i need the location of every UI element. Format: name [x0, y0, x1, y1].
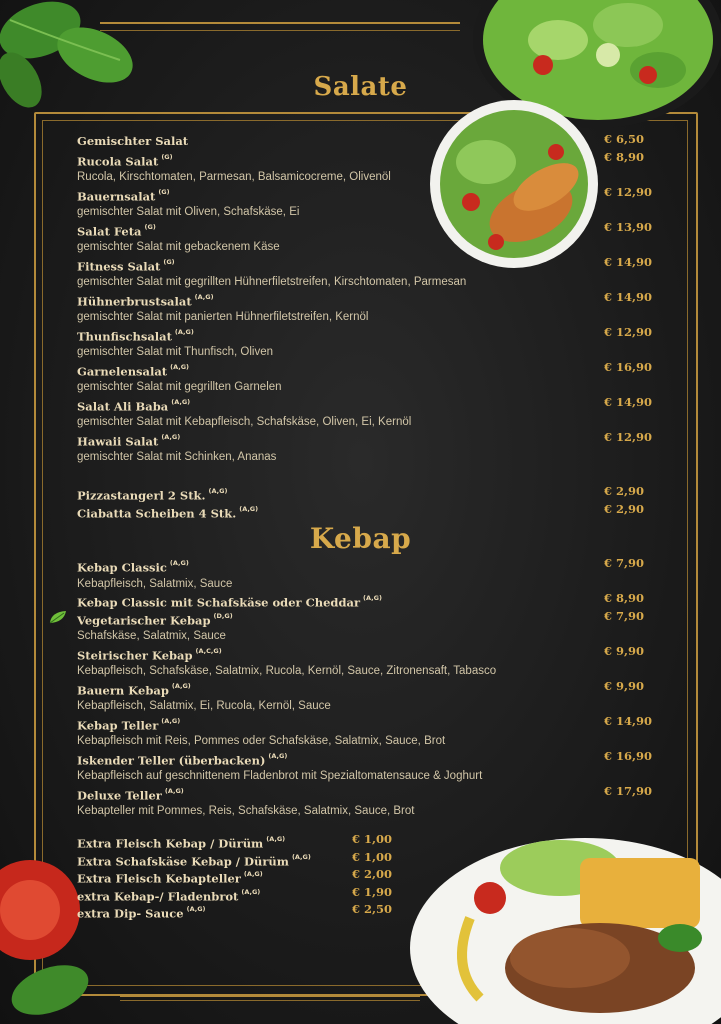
salate-title: Salate [313, 72, 408, 102]
top-divider-thin [100, 30, 460, 31]
allergen-codes: (A,G) [164, 786, 184, 795]
menu-item-name: Rucola Salat [77, 153, 159, 168]
menu-item-row [77, 884, 657, 902]
menu-item-price: € 8,90 [604, 149, 645, 164]
menu-item-description-row [77, 695, 657, 713]
menu-item-row [77, 866, 657, 884]
kebap-title: Kebap [309, 522, 412, 555]
menu-item-description: Kebapfleisch, Schafskäse, Salatmix, Rucola, Kernöl, Sauce, Zitronensaft, Tabasco [77, 665, 497, 677]
menu-item-name: Extra Fleisch Kebap / Dürüm [77, 836, 264, 851]
menu-item-price: € 12,90 [604, 324, 653, 339]
menu-item-description-row [77, 376, 657, 394]
menu-item-row [77, 831, 657, 849]
menu-item-row [77, 713, 657, 731]
menu-item-price: € 12,90 [604, 429, 653, 444]
allergen-codes: (A,G) [268, 751, 288, 760]
menu-item-price: € 1,00 [352, 849, 393, 864]
menu-item-price: € 14,90 [604, 254, 653, 269]
menu-item-description-row [77, 271, 657, 289]
menu-item-name: Kebap Teller [77, 717, 159, 732]
menu-item-row [77, 555, 657, 573]
menu-item-name: Extra Schafskäse Kebap / Dürüm [77, 853, 289, 868]
allergen-codes: (A,G) [171, 681, 191, 690]
menu-item-name: Iskender Teller (überbacken) [77, 752, 266, 767]
menu-item-row [77, 149, 657, 167]
menu-item-price: € 2,00 [352, 867, 393, 881]
menu-item-price: € 16,90 [604, 359, 653, 374]
menu-item-row [77, 324, 657, 342]
menu-item-price: € 7,90 [604, 556, 645, 570]
menu-item-description: Rucola, Kirschtomaten, Parmesan, Balsamicocreme, Olivenöl [77, 171, 391, 183]
menu-item-row [77, 643, 657, 661]
menu-item-name: Bauernsalat [77, 188, 156, 203]
menu-item-description-row [77, 446, 657, 464]
menu-item-description: Kebapteller mit Pommes, Reis, Schafskäse, Salatmix, Sauce, Brot [77, 805, 415, 817]
allergen-codes: (G) [144, 222, 156, 231]
menu-item-name: Salat Ali Baba [77, 398, 169, 413]
menu-item-name: Extra Fleisch Kebapteller [77, 871, 241, 886]
menu-item-price: € 7,90 [604, 608, 645, 623]
menu-item-description: Schafskäse, Salatmix, Sauce [77, 630, 226, 642]
allergen-codes: (A,G) [291, 852, 311, 861]
menu-item-name: Deluxe Teller [77, 787, 162, 802]
menu-item-row [77, 849, 657, 867]
menu-item-row [77, 359, 657, 377]
menu-item-name: Gemischter Salat [77, 134, 189, 148]
menu-item-name: Ciabatta Scheiben 4 Stk. [77, 505, 237, 520]
menu-item-price: € 2,50 [352, 902, 393, 916]
kebap-menu [77, 555, 657, 818]
menu-item-name: extra Kebap-/ Fladenbrot [77, 888, 239, 903]
menu-item-row [77, 783, 657, 801]
menu-item-price: € 1,90 [352, 884, 393, 899]
menu-item-description-row [77, 730, 657, 748]
menu-item-name: Vegetarischer Kebap [77, 612, 211, 627]
menu-item-row [77, 184, 657, 202]
menu-item-row [77, 254, 657, 272]
basil-leaves-image [0, 0, 150, 125]
allergen-codes: (D,G) [213, 611, 233, 620]
allergen-codes: (A,G) [169, 559, 189, 567]
menu-item-row [77, 131, 657, 149]
salate-menu [77, 131, 657, 464]
menu-item-row [77, 394, 657, 412]
allergen-codes: (G) [158, 187, 170, 196]
allergen-codes: (A,G) [266, 835, 286, 843]
menu-item-price: € 16,90 [604, 748, 653, 763]
menu-item-description: gemischter Salat mit Oliven, Schafskäse, Ei [77, 206, 300, 218]
menu-item-description: Kebapfleisch, Salatmix, Ei, Rucola, Kernöl, Sauce [77, 700, 331, 712]
menu-item-price: € 2,90 [604, 484, 645, 498]
menu-item-name: extra Dip- Sauce [77, 906, 184, 921]
menu-item-description-row [77, 341, 657, 359]
menu-item-description: gemischter Salat mit Kebapfleisch, Schafskäse, Oliven, Ei, Kernöl [77, 416, 412, 428]
allergen-codes: (A,G) [174, 327, 194, 336]
menu-item-name: Thunfischsalat [77, 328, 172, 343]
menu-item-row [77, 590, 657, 608]
allergen-codes: (A,G) [161, 716, 181, 725]
allergen-codes: (A,G) [243, 870, 263, 878]
bottom-divider [120, 995, 420, 997]
menu-item-row [77, 748, 657, 766]
menu-item-name: Kebap Classic [77, 560, 167, 575]
vegetarian-leaf-icon [49, 610, 67, 624]
menu-item-description: gemischter Salat mit Thunfisch, Oliven [77, 346, 274, 358]
menu-item-row [77, 289, 657, 307]
menu-item-price: € 9,90 [604, 643, 645, 658]
menu-item-description-row [77, 625, 657, 643]
menu-item-description-row [77, 800, 657, 818]
menu-item-row [77, 678, 657, 696]
menu-item-price: € 9,90 [604, 678, 645, 693]
allergen-codes: (G) [163, 257, 175, 266]
menu-item-price: € 14,90 [604, 713, 653, 728]
menu-item-description-row [77, 166, 657, 184]
allergen-codes: (A,G) [194, 292, 214, 301]
menu-item-price: € 17,90 [604, 783, 653, 798]
allergen-codes: (A,G) [171, 397, 191, 406]
menu-item-name: Steirischer Kebap [77, 647, 193, 662]
menu-item-description-row [77, 306, 657, 324]
menu-item-row [77, 608, 657, 626]
menu-item-price: € 8,90 [604, 591, 645, 605]
bottom-divider-thin [120, 1000, 420, 1001]
menu-item-name: Kebap Classic mit Schafskäse oder Cheddar [77, 595, 361, 610]
menu-item-row [77, 901, 657, 919]
menu-item-description: gemischter Salat mit gegrillten Garnelen [77, 381, 282, 393]
menu-item-description-row [77, 573, 657, 591]
menu-item-description-row [77, 236, 657, 254]
menu-item-price: € 1,00 [352, 832, 393, 846]
menu-item-price: € 14,90 [604, 289, 653, 304]
menu-item-name: Fitness Salat [77, 258, 161, 273]
menu-item-name: Hühnerbrustsalat [77, 293, 192, 308]
menu-item-price: € 6,50 [604, 132, 645, 146]
allergen-codes: (A,C,G) [195, 646, 222, 655]
menu-item-name: Salat Feta [77, 223, 142, 238]
allergen-codes: (G) [161, 152, 173, 161]
menu-item-name: Pizzastangerl 2 Stk. [77, 488, 206, 503]
menu-item-description: Kebapfleisch, Salatmix, Sauce [77, 577, 233, 590]
menu-item-description: gemischter Salat mit gegrillten Hühnerfiletstreifen, Kirschtomaten, Parmesan [77, 276, 467, 288]
allergen-codes: (A,G) [161, 432, 181, 441]
menu-item-price: € 13,90 [604, 219, 653, 234]
menu-item-description-row [77, 201, 657, 219]
allergen-codes: (A,G) [241, 887, 261, 896]
allergen-codes: (A,G) [208, 487, 228, 495]
menu-item-description-row [77, 765, 657, 783]
allergen-codes: (A,G) [239, 504, 259, 513]
menu-item-row [77, 219, 657, 237]
menu-item-row [77, 483, 657, 501]
menu-item-price: € 14,90 [604, 394, 653, 409]
menu-item-price: € 2,90 [604, 501, 645, 516]
menu-item-row [77, 429, 657, 447]
menu-item-description: gemischter Salat mit panierten Hühnerfiletstreifen, Kernöl [77, 311, 369, 323]
menu-item-description-row [77, 660, 657, 678]
allergen-codes: (A,G) [363, 594, 382, 602]
menu-item-row [77, 501, 657, 519]
top-divider [100, 22, 460, 24]
allergen-codes: (A,G) [186, 905, 206, 913]
menu-item-description: Kebapfleisch auf geschnittenem Fladenbrot mit Spezialtomatensauce & Joghurt [77, 770, 483, 782]
menu-item-description: gemischter Salat mit gebackenem Käse [77, 241, 280, 253]
kebap-extras [77, 831, 657, 919]
menu-item-name: Hawaii Salat [77, 433, 159, 448]
menu-item-description: gemischter Salat mit Schinken, Ananas [77, 451, 277, 463]
menu-item-description: Kebapfleisch mit Reis, Pommes oder Schafskäse, Salatmix, Sauce, Brot [77, 735, 446, 747]
menu-item-description-row [77, 411, 657, 429]
allergen-codes: (A,G) [170, 362, 190, 371]
salate-extras [77, 483, 657, 518]
menu-item-name: Bauern Kebap [77, 682, 169, 697]
menu-item-price: € 12,90 [604, 184, 653, 199]
menu-item-name: Garnelensalat [77, 363, 168, 378]
